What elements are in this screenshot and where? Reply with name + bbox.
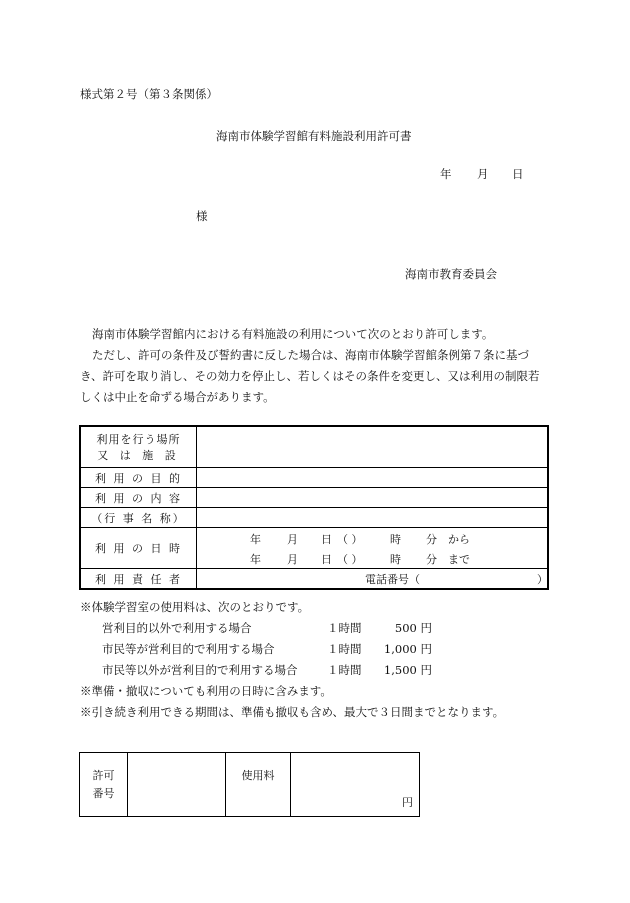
start-minute: 分 (426, 533, 437, 546)
purpose-value-cell[interactable] (197, 468, 549, 488)
fee-intro: ※体験学習室の使用料は、次のとおりです。 (80, 600, 310, 614)
fee-row (80, 618, 504, 639)
form-number: 様式第２号（第３条関係） (80, 87, 218, 101)
fee-unit: １時間 (327, 642, 362, 656)
end-month: 月 (287, 553, 298, 566)
note-preparation: ※準備・撤収についても利用の日時に含みます。 (80, 684, 332, 698)
fee-case: 営利目的以外で利用する場合 (102, 621, 252, 635)
table-row (80, 488, 548, 508)
phone-close: ） (537, 573, 548, 586)
paragraph-2: ただし、許可の条件及び誓約書に反した場合は、海南市体験学習館条例第７条に基づき、許可を取り消し、その効力を停止し、若しくはその条件を変更し、又は利用の制限若しくは中止を命ずる場合があります。 (80, 348, 540, 404)
table-row (80, 468, 548, 488)
fee-row (80, 660, 504, 681)
fee-notes (80, 597, 504, 723)
start-year: 年 (250, 533, 261, 546)
usage-fee-value[interactable] (291, 753, 420, 817)
start-day: 日 (321, 533, 332, 546)
fee-amount: 1,000 円 (383, 642, 432, 656)
start-weekday: （ ） (337, 533, 363, 546)
note-period: ※引き続き利用できる期間は、準備も撤収も含め、最大で３日間までとなります。 (80, 705, 505, 719)
event-name-value-cell[interactable] (197, 508, 549, 528)
end-year: 年 (250, 553, 261, 566)
start-from: から (448, 533, 470, 546)
fee-amount: 500 円 (394, 621, 432, 635)
fee-case: 市民等以外が営利目的で利用する場合 (102, 663, 298, 677)
table-row (80, 528, 548, 569)
table-row (80, 426, 548, 468)
purpose-label: 利 用 の 目 的 (80, 468, 197, 488)
content-label: 利 用 の 内 容 (80, 488, 197, 508)
fee-unit: １時間 (327, 621, 362, 635)
yen-unit: 円 (402, 796, 413, 809)
permit-number-label (80, 753, 128, 817)
date-month-label: 月 (477, 167, 489, 181)
document-title: 海南市体験学習館有料施設利用許可書 (216, 129, 412, 143)
fee-row (80, 639, 504, 660)
start-month: 月 (287, 533, 298, 546)
issuer-name: 海南市教育委員会 (405, 267, 497, 281)
fee-case: 市民等が営利目的で利用する場合 (102, 642, 275, 656)
table-row (80, 508, 548, 528)
fee-unit: １時間 (327, 663, 362, 677)
place-label-line-1: 利用を行う場所 (96, 433, 181, 446)
table-row (80, 569, 548, 590)
datetime-value-cell[interactable] (197, 528, 549, 569)
end-hour: 時 (390, 553, 401, 566)
body-text (80, 324, 550, 408)
place-label-line-2: 又 は 施 設 (97, 449, 180, 462)
start-hour: 時 (390, 533, 401, 546)
responsible-label: 利 用 責 任 者 (80, 569, 197, 590)
phone-label: 電話番号（ (365, 573, 420, 586)
responsible-value-cell[interactable] (197, 569, 549, 590)
table-row (80, 753, 420, 817)
addressee-suffix: 様 (196, 209, 208, 223)
content-value-cell[interactable] (197, 488, 549, 508)
end-until: まで (448, 553, 470, 566)
end-day: 日 (321, 553, 332, 566)
permit-label-line-1: 許可 (92, 768, 115, 782)
date-year-label: 年 (440, 167, 452, 181)
date-day-label: 日 (512, 167, 524, 181)
datetime-label: 利 用 の 日 時 (80, 528, 197, 569)
end-minute: 分 (426, 553, 437, 566)
place-value-cell[interactable] (197, 426, 549, 468)
end-weekday: （ ） (337, 553, 363, 566)
permit-number-box (79, 752, 420, 817)
permit-label-line-2: 番号 (92, 786, 115, 800)
place-label-cell (80, 426, 197, 468)
permit-number-value[interactable] (128, 753, 226, 817)
fee-amount: 1,500 円 (383, 663, 432, 677)
usage-fee-label: 使用料 (226, 753, 291, 817)
paragraph-1: 海南市体験学習館内における有料施設の利用について次のとおり許可します。 (92, 327, 494, 341)
permit-details-table (79, 425, 549, 590)
event-name-label: （行 事 名 称） (80, 508, 197, 528)
